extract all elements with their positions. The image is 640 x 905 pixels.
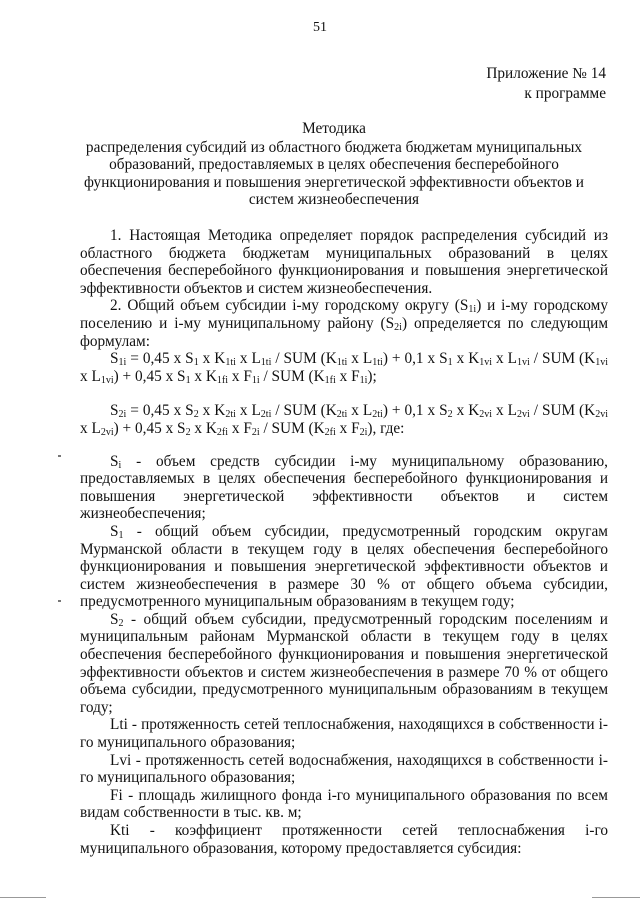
definition-s1: $S_1$ - общий объем субсидии, предусмотренный городским округам Мурманской области в текущем году в целях обеспечения бесперебойного функционирования и повышения энергетической эффективности объектов и систем жизнеобеспечения в размере 30 % от общего объема субсидии, предусмотренного муниципальным образованиям в текущем году;: [80, 522, 608, 611]
definition-kti: Kti - коэффициент протяженности сетей теплоснабжения i-го муниципального образования, которому предоставляется субсидия:: [80, 822, 608, 857]
title-line: образований, предоставляемых в целях обеспечения бесперебойного: [109, 156, 559, 174]
definition-si: $S_i$ - объем средств субсидии i-му муниципальному образованию, предоставляемых в целях обеспечения бесперебойного функционирования и повышения энергетической эффективности объектов и систем жизнеобеспечения;: [80, 452, 608, 523]
scan-margin-mark: [58, 600, 61, 602]
document-body: [80, 227, 608, 857]
title-line: функционирования и повышения энергетической эффективности объектов и: [84, 173, 584, 191]
paragraph-1: 1. Настоящая Методика определяет порядок распределения субсидий из областного бюджета бюджетам муниципальных образований в целях обеспечения бесперебойного функционирования и повышения энергетической эффективности объектов и систем жизнеобеспечения.: [80, 227, 608, 297]
formula-s1i: $S_{1i} = 0,45$ x $S_1$ x $K_{1ti}$ x $L_{1ti}$ / SUM ($K_{1ti}$ x $L_{1ti}) + 0,1$ x $S_1$ x $K_{1vi}$ x $L_{1vi}$ / SUM ($K_{1vi}$ x $L_{1vi}) + 0,45$ x $S_1$ x $K_{1fi}$ x $F_{1i}$ / SUM ($K_{1fi}$ x $F_{1i}$);: [80, 350, 608, 386]
paragraph-2: 2. Общий объем субсидии i-му городскому округу $(S_{1i})$ и i-му городскому поселению и i-му муниципальному району $(S_{2i})$ определяется по следующим формулам:: [80, 297, 609, 350]
definition-fi: Fi - площадь жилищного фонда i-го муниципального образования по всем видам собственности в тыс. кв. м;: [80, 786, 608, 822]
appendix-program: к программе: [524, 85, 606, 102]
scan-footer-rule: [592, 897, 640, 898]
definition-lvi: Lvi - протяженность сетей водоснабжения, находящихся в собственности i-го муниципального образования;: [80, 751, 608, 787]
appendix-header: [486, 64, 606, 104]
definition-s2: $S_2$ - общий объем субсидии, предусмотренный городским поселениям и муниципальным районам Мурманской области в текущем году в целях обеспечения бесперебойного функционирования и повышения энергетической эффективности объектов и систем жизнеобеспечения в размере 70 % от общего объема субсидии, предусмотренного муниципальным образованиям в текущем году;: [80, 610, 608, 716]
title-line: распределения субсидий из областного бюджета бюджетам муниципальных: [85, 139, 583, 157]
definition-lti: Lti - протяженность сетей теплоснабжения, находящихся в собственности i-го муниципального образования;: [80, 716, 608, 752]
appendix-number: Приложение № 14: [486, 65, 606, 82]
title-heading: Методика: [302, 120, 366, 137]
page-number: 51: [313, 20, 327, 35]
scan-footer-rule: [0, 897, 46, 898]
formula-s2i: $S_{2i} = 0,45$ x $S_2$ x $K_{2ti}$ x $L_{2ti}$ / SUM ($K_{2ti}$ x $L_{2ti}) + 0,1$ x $S_2$ x $K_{2vi}$ x $L_{2vi}$ / SUM ($K_{2vi}$ x $L_{2vi}) + 0,45$ x $S_2$ x $K_{2fi}$ x $F_{2i}$ / SUM ($K_{2fi}$ x $F_{2i}$), где:: [80, 402, 608, 438]
scan-margin-mark: [58, 455, 61, 457]
title-line: систем жизнеобеспечения: [248, 190, 420, 208]
document-title: [60, 120, 608, 208]
